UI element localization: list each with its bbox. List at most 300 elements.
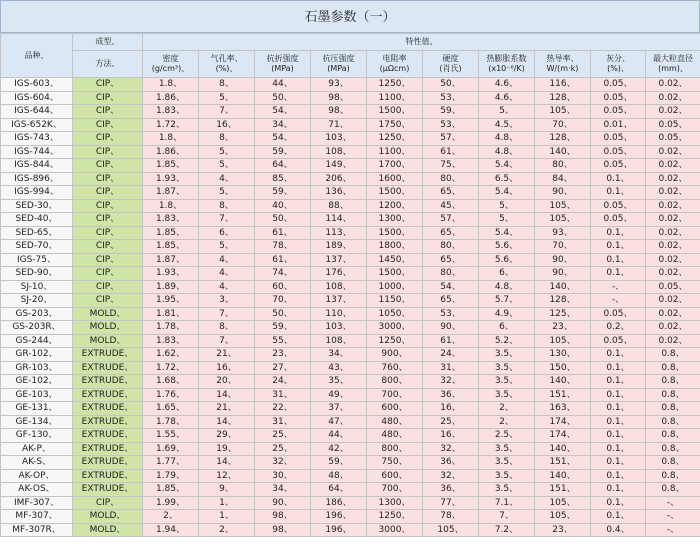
porosity-cell: 4、 bbox=[199, 172, 255, 186]
density-cell: 1.85、 bbox=[143, 226, 199, 240]
ash-cell: 0.1、 bbox=[591, 172, 646, 186]
method-cell: CIP、 bbox=[73, 118, 143, 132]
resistivity-cell: 800、 bbox=[367, 442, 423, 456]
density-cell: 1.85、 bbox=[143, 240, 199, 254]
max-grain-size-cell: 0.02、 bbox=[646, 105, 700, 119]
porosity-cell: 9、 bbox=[199, 483, 255, 497]
thermal-expansion-cell: 5.6、 bbox=[479, 240, 535, 254]
porosity-cell: 2、 bbox=[199, 523, 255, 537]
ash-cell: 0.1、 bbox=[591, 388, 646, 402]
header-column-name: 气孔率、 bbox=[210, 54, 243, 63]
thermal-expansion-cell: 4.9、 bbox=[479, 307, 535, 321]
grade-cell: GS-244、 bbox=[1, 334, 73, 348]
method-cell: CIP、 bbox=[73, 78, 143, 92]
density-cell: 1.81、 bbox=[143, 307, 199, 321]
thermal-expansion-cell: 5.7、 bbox=[479, 294, 535, 308]
max-grain-size-cell: 0.8、 bbox=[646, 469, 700, 483]
density-cell: 1.94、 bbox=[143, 523, 199, 537]
method-cell: CIP、 bbox=[73, 91, 143, 105]
method-cell: CIP、 bbox=[73, 240, 143, 254]
max-grain-size-cell: -、 bbox=[646, 523, 700, 537]
resistivity-cell: 1750、 bbox=[367, 118, 423, 132]
grade-cell: IGS-604、 bbox=[1, 91, 73, 105]
density-cell: 1.86、 bbox=[143, 91, 199, 105]
thermal-conductivity-cell: 93、 bbox=[535, 226, 591, 240]
thermal-expansion-cell: 5.4、 bbox=[479, 186, 535, 200]
max-grain-size-cell: -、 bbox=[646, 496, 700, 510]
porosity-cell: 1、 bbox=[199, 496, 255, 510]
flexural-strength-cell: 85、 bbox=[255, 172, 311, 186]
hardness-cell: 36、 bbox=[423, 456, 479, 470]
hardness-cell: 53、 bbox=[423, 91, 479, 105]
density-cell: 1.83、 bbox=[143, 105, 199, 119]
thermal-expansion-cell: 3.5、 bbox=[479, 375, 535, 389]
max-grain-size-cell: 0.8、 bbox=[646, 456, 700, 470]
method-cell: CIP、 bbox=[73, 145, 143, 159]
thermal-expansion-cell: 5.6、 bbox=[479, 253, 535, 267]
resistivity-cell: 1250、 bbox=[367, 510, 423, 524]
method-cell: CIP、 bbox=[73, 280, 143, 294]
thermal-conductivity-cell: 151、 bbox=[535, 456, 591, 470]
grade-cell: SED-40、 bbox=[1, 213, 73, 227]
ash-cell: 0.1、 bbox=[591, 240, 646, 254]
ash-cell: 0.1、 bbox=[591, 402, 646, 416]
porosity-cell: 8、 bbox=[199, 78, 255, 92]
resistivity-cell: 1050、 bbox=[367, 307, 423, 321]
compressive-strength-cell: 186、 bbox=[311, 496, 367, 510]
max-grain-size-cell: 0.02、 bbox=[646, 294, 700, 308]
resistivity-cell: 1600、 bbox=[367, 172, 423, 186]
compressive-strength-cell: 137、 bbox=[311, 253, 367, 267]
thermal-expansion-cell: 6、 bbox=[479, 321, 535, 335]
ash-cell: 0.1、 bbox=[591, 469, 646, 483]
thermal-expansion-cell: 5、 bbox=[479, 199, 535, 213]
table-row bbox=[1, 496, 700, 510]
header-column bbox=[479, 51, 535, 78]
porosity-cell: 14、 bbox=[199, 388, 255, 402]
density-cell: 1.72、 bbox=[143, 118, 199, 132]
method-cell: MOLD、 bbox=[73, 334, 143, 348]
density-cell: 1.8、 bbox=[143, 132, 199, 146]
hardness-cell: 80、 bbox=[423, 240, 479, 254]
table-row bbox=[1, 483, 700, 497]
hardness-cell: 78、 bbox=[423, 510, 479, 524]
density-cell: 1.78、 bbox=[143, 415, 199, 429]
resistivity-cell: 1250、 bbox=[367, 132, 423, 146]
max-grain-size-cell: 0.02、 bbox=[646, 186, 700, 200]
hardness-cell: 32、 bbox=[423, 442, 479, 456]
grade-cell: IGS-896、 bbox=[1, 172, 73, 186]
thermal-expansion-cell: 3.5、 bbox=[479, 361, 535, 375]
thermal-conductivity-cell: 125、 bbox=[535, 307, 591, 321]
max-grain-size-cell: 0.02、 bbox=[646, 226, 700, 240]
density-cell: 1.65、 bbox=[143, 402, 199, 416]
header-column-unit: (%)、 bbox=[607, 64, 629, 73]
flexural-strength-cell: 61、 bbox=[255, 226, 311, 240]
max-grain-size-cell: 0.8、 bbox=[646, 361, 700, 375]
compressive-strength-cell: 196、 bbox=[311, 523, 367, 537]
table-header bbox=[1, 34, 700, 78]
table-row bbox=[1, 240, 700, 254]
table-row bbox=[1, 172, 700, 186]
table-row bbox=[1, 118, 700, 132]
compressive-strength-cell: 42、 bbox=[311, 442, 367, 456]
header-column bbox=[199, 51, 255, 78]
flexural-strength-cell: 31、 bbox=[255, 388, 311, 402]
table-row bbox=[1, 186, 700, 200]
method-cell: CIP、 bbox=[73, 213, 143, 227]
method-cell: MOLD、 bbox=[73, 510, 143, 524]
resistivity-cell: 480、 bbox=[367, 429, 423, 443]
method-cell: EXTRUDE、 bbox=[73, 469, 143, 483]
sheet-title: 石墨参数（一） bbox=[0, 0, 700, 33]
compressive-strength-cell: 98、 bbox=[311, 91, 367, 105]
porosity-cell: 5、 bbox=[199, 186, 255, 200]
compressive-strength-cell: 136、 bbox=[311, 186, 367, 200]
ash-cell: 0.4、 bbox=[591, 523, 646, 537]
density-cell: 2、 bbox=[143, 510, 199, 524]
grade-cell: IGS-75、 bbox=[1, 253, 73, 267]
thermal-conductivity-cell: 174、 bbox=[535, 415, 591, 429]
density-cell: 1.93、 bbox=[143, 267, 199, 281]
density-cell: 1.87、 bbox=[143, 186, 199, 200]
resistivity-cell: 1700、 bbox=[367, 159, 423, 173]
hardness-cell: 90、 bbox=[423, 321, 479, 335]
thermal-expansion-cell: 3.5、 bbox=[479, 442, 535, 456]
header-column-name: 密度 bbox=[162, 54, 179, 63]
resistivity-cell: 760、 bbox=[367, 361, 423, 375]
thermal-conductivity-cell: 150、 bbox=[535, 361, 591, 375]
ash-cell: 0.1、 bbox=[591, 415, 646, 429]
flexural-strength-cell: 24、 bbox=[255, 375, 311, 389]
table-row bbox=[1, 402, 700, 416]
ash-cell: 0.1、 bbox=[591, 483, 646, 497]
header-column-unit: (%)、 bbox=[215, 64, 238, 73]
thermal-expansion-cell: 5.2、 bbox=[479, 334, 535, 348]
ash-cell: 0.05、 bbox=[591, 78, 646, 92]
density-cell: 1.8、 bbox=[143, 78, 199, 92]
thermal-expansion-cell: 4.6、 bbox=[479, 91, 535, 105]
compressive-strength-cell: 108、 bbox=[311, 145, 367, 159]
max-grain-size-cell: 0.02、 bbox=[646, 145, 700, 159]
max-grain-size-cell: 0.05、 bbox=[646, 280, 700, 294]
porosity-cell: 4、 bbox=[199, 280, 255, 294]
header-column-name: 电阻率 bbox=[382, 54, 407, 63]
thermal-conductivity-cell: 105、 bbox=[535, 199, 591, 213]
header-column-name: 灰分、 bbox=[606, 54, 630, 63]
thermal-expansion-cell: 7.1、 bbox=[479, 496, 535, 510]
thermal-expansion-cell: 7、 bbox=[479, 510, 535, 524]
max-grain-size-cell: -、 bbox=[646, 510, 700, 524]
max-grain-size-cell: 0.05、 bbox=[646, 132, 700, 146]
porosity-cell: 7、 bbox=[199, 213, 255, 227]
header-column bbox=[143, 51, 199, 78]
method-cell: CIP、 bbox=[73, 294, 143, 308]
flexural-strength-cell: 34、 bbox=[255, 483, 311, 497]
max-grain-size-cell: 0.02、 bbox=[646, 91, 700, 105]
hardness-cell: 53、 bbox=[423, 118, 479, 132]
table-row bbox=[1, 280, 700, 294]
hardness-cell: 36、 bbox=[423, 483, 479, 497]
compressive-strength-cell: 108、 bbox=[311, 280, 367, 294]
ash-cell: 0.05、 bbox=[591, 145, 646, 159]
density-cell: 1.8、 bbox=[143, 199, 199, 213]
method-cell: EXTRUDE、 bbox=[73, 442, 143, 456]
compressive-strength-cell: 137、 bbox=[311, 294, 367, 308]
flexural-strength-cell: 55、 bbox=[255, 334, 311, 348]
compressive-strength-cell: 71、 bbox=[311, 118, 367, 132]
flexural-strength-cell: 98、 bbox=[255, 523, 311, 537]
thermal-conductivity-cell: 163、 bbox=[535, 402, 591, 416]
grade-cell: IMF-307、 bbox=[1, 496, 73, 510]
ash-cell: 0.1、 bbox=[591, 442, 646, 456]
thermal-expansion-cell: 4.5、 bbox=[479, 118, 535, 132]
header-column-unit: (μΩcm) bbox=[379, 64, 410, 73]
flexural-strength-cell: 30、 bbox=[255, 469, 311, 483]
table-row bbox=[1, 456, 700, 470]
grade-cell: GE-134、 bbox=[1, 415, 73, 429]
compressive-strength-cell: 37、 bbox=[311, 402, 367, 416]
thermal-conductivity-cell: 90、 bbox=[535, 253, 591, 267]
table-row bbox=[1, 91, 700, 105]
compressive-strength-cell: 189、 bbox=[311, 240, 367, 254]
hardness-cell: 65、 bbox=[423, 186, 479, 200]
table-row bbox=[1, 213, 700, 227]
resistivity-cell: 1250、 bbox=[367, 78, 423, 92]
header-column-unit: (x10⁻⁶/K) bbox=[488, 64, 525, 73]
hardness-cell: 57、 bbox=[423, 132, 479, 146]
table-row bbox=[1, 415, 700, 429]
thermal-conductivity-cell: 105、 bbox=[535, 213, 591, 227]
resistivity-cell: 1800、 bbox=[367, 240, 423, 254]
porosity-cell: 8、 bbox=[199, 321, 255, 335]
resistivity-cell: 1000、 bbox=[367, 280, 423, 294]
method-cell: EXTRUDE、 bbox=[73, 375, 143, 389]
header-column-name: 热导率、 bbox=[546, 54, 579, 63]
density-cell: 1.79、 bbox=[143, 469, 199, 483]
porosity-cell: 14、 bbox=[199, 415, 255, 429]
ash-cell: 0.05、 bbox=[591, 213, 646, 227]
thermal-expansion-cell: 3.5、 bbox=[479, 483, 535, 497]
table-body bbox=[1, 78, 700, 537]
table-row bbox=[1, 429, 700, 443]
max-grain-size-cell: 0.02、 bbox=[646, 213, 700, 227]
compressive-strength-cell: 149、 bbox=[311, 159, 367, 173]
thermal-expansion-cell: 2、 bbox=[479, 415, 535, 429]
grade-cell: AK-OP、 bbox=[1, 469, 73, 483]
porosity-cell: 1、 bbox=[199, 510, 255, 524]
compressive-strength-cell: 108、 bbox=[311, 334, 367, 348]
density-cell: 1.62、 bbox=[143, 348, 199, 362]
hardness-cell: 61、 bbox=[423, 334, 479, 348]
porosity-cell: 5、 bbox=[199, 91, 255, 105]
max-grain-size-cell: 0.8、 bbox=[646, 429, 700, 443]
method-cell: EXTRUDE、 bbox=[73, 483, 143, 497]
thermal-conductivity-cell: 70、 bbox=[535, 240, 591, 254]
hardness-cell: 53、 bbox=[423, 307, 479, 321]
method-cell: EXTRUDE、 bbox=[73, 415, 143, 429]
max-grain-size-cell: 0.05、 bbox=[646, 118, 700, 132]
compressive-strength-cell: 103、 bbox=[311, 321, 367, 335]
method-cell: CIP、 bbox=[73, 199, 143, 213]
resistivity-cell: 1450、 bbox=[367, 253, 423, 267]
density-cell: 1.95、 bbox=[143, 294, 199, 308]
hardness-cell: 32、 bbox=[423, 469, 479, 483]
flexural-strength-cell: 54、 bbox=[255, 105, 311, 119]
thermal-expansion-cell: 4.8、 bbox=[479, 145, 535, 159]
flexural-strength-cell: 59、 bbox=[255, 321, 311, 335]
grade-cell: GE-103、 bbox=[1, 388, 73, 402]
flexural-strength-cell: 64、 bbox=[255, 159, 311, 173]
grade-cell: GS-203R、 bbox=[1, 321, 73, 335]
ash-cell: 0.1、 bbox=[591, 253, 646, 267]
max-grain-size-cell: 0.02、 bbox=[646, 334, 700, 348]
resistivity-cell: 600、 bbox=[367, 402, 423, 416]
density-cell: 1.93、 bbox=[143, 172, 199, 186]
grade-cell: IGS-743、 bbox=[1, 132, 73, 146]
max-grain-size-cell: 0.02、 bbox=[646, 78, 700, 92]
density-cell: 1.85、 bbox=[143, 483, 199, 497]
compressive-strength-cell: 43、 bbox=[311, 361, 367, 375]
grade-cell: IGS-744、 bbox=[1, 145, 73, 159]
ash-cell: 0.1、 bbox=[591, 348, 646, 362]
resistivity-cell: 3000、 bbox=[367, 321, 423, 335]
method-cell: EXTRUDE、 bbox=[73, 402, 143, 416]
hardness-cell: 45、 bbox=[423, 199, 479, 213]
ash-cell: 0.1、 bbox=[591, 267, 646, 281]
header-column bbox=[535, 51, 591, 78]
ash-cell: 0.1、 bbox=[591, 361, 646, 375]
flexural-strength-cell: 31、 bbox=[255, 415, 311, 429]
thermal-conductivity-cell: 105、 bbox=[535, 105, 591, 119]
method-cell: EXTRUDE、 bbox=[73, 429, 143, 443]
resistivity-cell: 1500、 bbox=[367, 267, 423, 281]
hardness-cell: 80、 bbox=[423, 172, 479, 186]
grade-cell: IGS-644、 bbox=[1, 105, 73, 119]
max-grain-size-cell: 0.02、 bbox=[646, 253, 700, 267]
flexural-strength-cell: 90、 bbox=[255, 496, 311, 510]
thermal-expansion-cell: 4.8、 bbox=[479, 132, 535, 146]
ash-cell: -、 bbox=[591, 294, 646, 308]
table-row bbox=[1, 375, 700, 389]
grade-cell: GE-102、 bbox=[1, 375, 73, 389]
method-cell: CIP、 bbox=[73, 267, 143, 281]
table-row bbox=[1, 388, 700, 402]
table-row bbox=[1, 253, 700, 267]
compressive-strength-cell: 98、 bbox=[311, 105, 367, 119]
grade-cell: IGS-844、 bbox=[1, 159, 73, 173]
density-cell: 1.55、 bbox=[143, 429, 199, 443]
resistivity-cell: 1300、 bbox=[367, 496, 423, 510]
density-cell: 1.68、 bbox=[143, 375, 199, 389]
table-row bbox=[1, 159, 700, 173]
porosity-cell: 7、 bbox=[199, 307, 255, 321]
porosity-cell: 5、 bbox=[199, 159, 255, 173]
flexural-strength-cell: 25、 bbox=[255, 442, 311, 456]
grade-cell: SJ-20、 bbox=[1, 294, 73, 308]
thermal-expansion-cell: 2、 bbox=[479, 402, 535, 416]
flexural-strength-cell: 70、 bbox=[255, 294, 311, 308]
method-cell: CIP、 bbox=[73, 186, 143, 200]
header-column-unit: (mm)、 bbox=[658, 64, 688, 73]
grade-cell: GF-130、 bbox=[1, 429, 73, 443]
resistivity-cell: 1500、 bbox=[367, 186, 423, 200]
hardness-cell: 36、 bbox=[423, 388, 479, 402]
thermal-conductivity-cell: 70、 bbox=[535, 118, 591, 132]
max-grain-size-cell: 0.8、 bbox=[646, 442, 700, 456]
max-grain-size-cell: 0.02、 bbox=[646, 307, 700, 321]
hardness-cell: 77、 bbox=[423, 496, 479, 510]
density-cell: 1.86、 bbox=[143, 145, 199, 159]
hardness-cell: 65、 bbox=[423, 253, 479, 267]
table-row bbox=[1, 145, 700, 159]
table-row bbox=[1, 510, 700, 524]
ash-cell: -、 bbox=[591, 280, 646, 294]
hardness-cell: 25、 bbox=[423, 415, 479, 429]
thermal-conductivity-cell: 140、 bbox=[535, 375, 591, 389]
table-row bbox=[1, 348, 700, 362]
compressive-strength-cell: 113、 bbox=[311, 226, 367, 240]
porosity-cell: 16、 bbox=[199, 118, 255, 132]
table-row bbox=[1, 132, 700, 146]
resistivity-cell: 1150、 bbox=[367, 294, 423, 308]
max-grain-size-cell: 0.02、 bbox=[646, 267, 700, 281]
porosity-cell: 14、 bbox=[199, 456, 255, 470]
header-method-top: 成型、 bbox=[73, 34, 143, 51]
header-column-name: 硬度 bbox=[442, 54, 459, 63]
header-method-bottom: 方法、 bbox=[73, 51, 143, 78]
header-column-unit: (g/cm³)、 bbox=[151, 64, 190, 73]
thermal-conductivity-cell: 128、 bbox=[535, 132, 591, 146]
resistivity-cell: 480、 bbox=[367, 415, 423, 429]
compressive-strength-cell: 48、 bbox=[311, 469, 367, 483]
resistivity-cell: 1200、 bbox=[367, 199, 423, 213]
table-row bbox=[1, 199, 700, 213]
grade-cell: SED-65、 bbox=[1, 226, 73, 240]
ash-cell: 0.1、 bbox=[591, 510, 646, 524]
max-grain-size-cell: 0.8、 bbox=[646, 348, 700, 362]
grade-cell: IGS-652K、 bbox=[1, 118, 73, 132]
flexural-strength-cell: 50、 bbox=[255, 91, 311, 105]
compressive-strength-cell: 49、 bbox=[311, 388, 367, 402]
thermal-expansion-cell: 6、 bbox=[479, 267, 535, 281]
table-row bbox=[1, 226, 700, 240]
resistivity-cell: 600、 bbox=[367, 469, 423, 483]
thermal-conductivity-cell: 140、 bbox=[535, 469, 591, 483]
flexural-strength-cell: 54、 bbox=[255, 132, 311, 146]
hardness-cell: 80、 bbox=[423, 267, 479, 281]
ash-cell: 0.05、 bbox=[591, 199, 646, 213]
ash-cell: 0.1、 bbox=[591, 456, 646, 470]
max-grain-size-cell: 0.02、 bbox=[646, 240, 700, 254]
flexural-strength-cell: 23、 bbox=[255, 348, 311, 362]
hardness-cell: 59、 bbox=[423, 105, 479, 119]
thermal-expansion-cell: 3.5、 bbox=[479, 388, 535, 402]
grade-cell: AK-OS、 bbox=[1, 483, 73, 497]
thermal-expansion-cell: 5.4、 bbox=[479, 159, 535, 173]
header-column bbox=[423, 51, 479, 78]
header-column-unit: (肖氏) bbox=[439, 64, 462, 73]
graphite-properties-table bbox=[0, 33, 700, 537]
table-row bbox=[1, 334, 700, 348]
flexural-strength-cell: 59、 bbox=[255, 186, 311, 200]
flexural-strength-cell: 25、 bbox=[255, 429, 311, 443]
density-cell: 1.76、 bbox=[143, 388, 199, 402]
compressive-strength-cell: 59、 bbox=[311, 456, 367, 470]
header-column bbox=[367, 51, 423, 78]
porosity-cell: 21、 bbox=[199, 348, 255, 362]
porosity-cell: 8、 bbox=[199, 199, 255, 213]
